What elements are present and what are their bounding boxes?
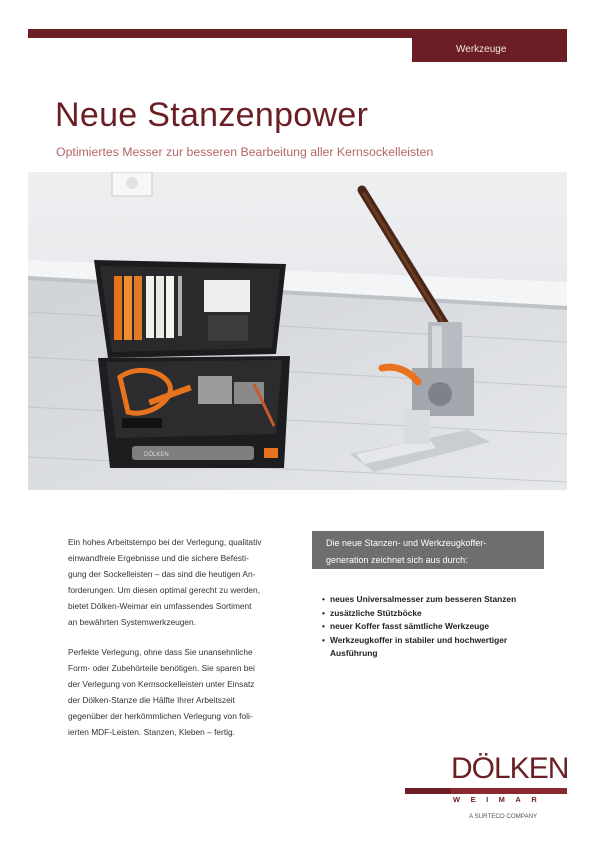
body-line: gung der Sockelleisten – das sind die heutigen An- xyxy=(68,569,256,579)
body-line: gegenüber der herkömmlichen Verlegung von foli- xyxy=(68,711,253,721)
body-paragraph xyxy=(68,644,284,740)
callout-line: Die neue Stanzen- und Werkzeugkoffer- xyxy=(326,538,487,548)
page-title: Neue Stanzenpower xyxy=(55,96,369,134)
bullet: • xyxy=(322,621,325,632)
body-line: Ein hohes Arbeitstempo bei der Verlegung, qualitativ xyxy=(68,537,262,547)
callout-line: generation zeichnet sich aus durch: xyxy=(326,554,468,565)
logo-bar xyxy=(405,788,567,794)
category-tab: Werkzeuge xyxy=(412,38,567,62)
feature-text: neuer Koffer fasst sämtliche Werkzeuge xyxy=(330,621,490,632)
logo-company: A SURTECO COMPANY xyxy=(469,813,538,820)
feature-text: Ausführung xyxy=(330,648,378,659)
page-subtitle: Optimiertes Messer zur besseren Bearbeitung aller Kernsockelleisten xyxy=(56,145,434,159)
feature-callout xyxy=(312,531,544,569)
body-line: ierten MDF-Leisten. Stanzen, Kleben – fertig. xyxy=(68,727,235,737)
bullet: • xyxy=(322,594,325,604)
doelken-logo xyxy=(405,752,567,824)
feature-text: Werkzeugkoffer in stabiler und hochwertiger xyxy=(330,634,508,645)
feature-item xyxy=(322,620,562,634)
body-text xyxy=(68,534,284,754)
feature-list xyxy=(322,593,562,661)
feature-text: neues Universalmesser zum besseren Stanzen xyxy=(330,594,517,604)
feature-item xyxy=(322,593,562,607)
bullet: • xyxy=(322,634,325,645)
body-line: forderungen. Um diesen optimal gerecht zu werden, xyxy=(68,585,261,595)
body-line: an bewährten Systemwerkzeugen. xyxy=(68,617,197,627)
bullet: • xyxy=(322,607,325,618)
case-label: DÖLKEN xyxy=(144,452,169,458)
logo-subline: WEIMAR xyxy=(453,795,548,804)
header-bar xyxy=(28,29,567,38)
body-line: einwandfreie Ergebnisse und die sichere Befesti- xyxy=(68,553,249,563)
body-line: bietet Dölken-Weimar ein umfassendes Sortiment xyxy=(68,601,252,611)
body-line: Perfekte Verlegung, ohne dass Sie unansehnliche xyxy=(68,647,253,657)
body-line: der Verlegung von Kernsockelleisten unter Einsatz xyxy=(68,679,255,689)
body-line: Form- oder Zubehörteile benötigen. Sie sparen bei xyxy=(68,663,255,673)
tool-case xyxy=(94,260,290,468)
body-line: der Dölken-Stanze die Hälfte Ihrer Arbeitszeit xyxy=(68,695,235,705)
feature-item xyxy=(322,634,562,661)
logo-wordmark: DÖLKEN xyxy=(451,752,569,785)
feature-item xyxy=(322,607,562,621)
body-paragraph xyxy=(68,534,284,630)
hero-photo xyxy=(28,172,567,490)
feature-text: zusätzliche Stützböcke xyxy=(330,607,422,618)
